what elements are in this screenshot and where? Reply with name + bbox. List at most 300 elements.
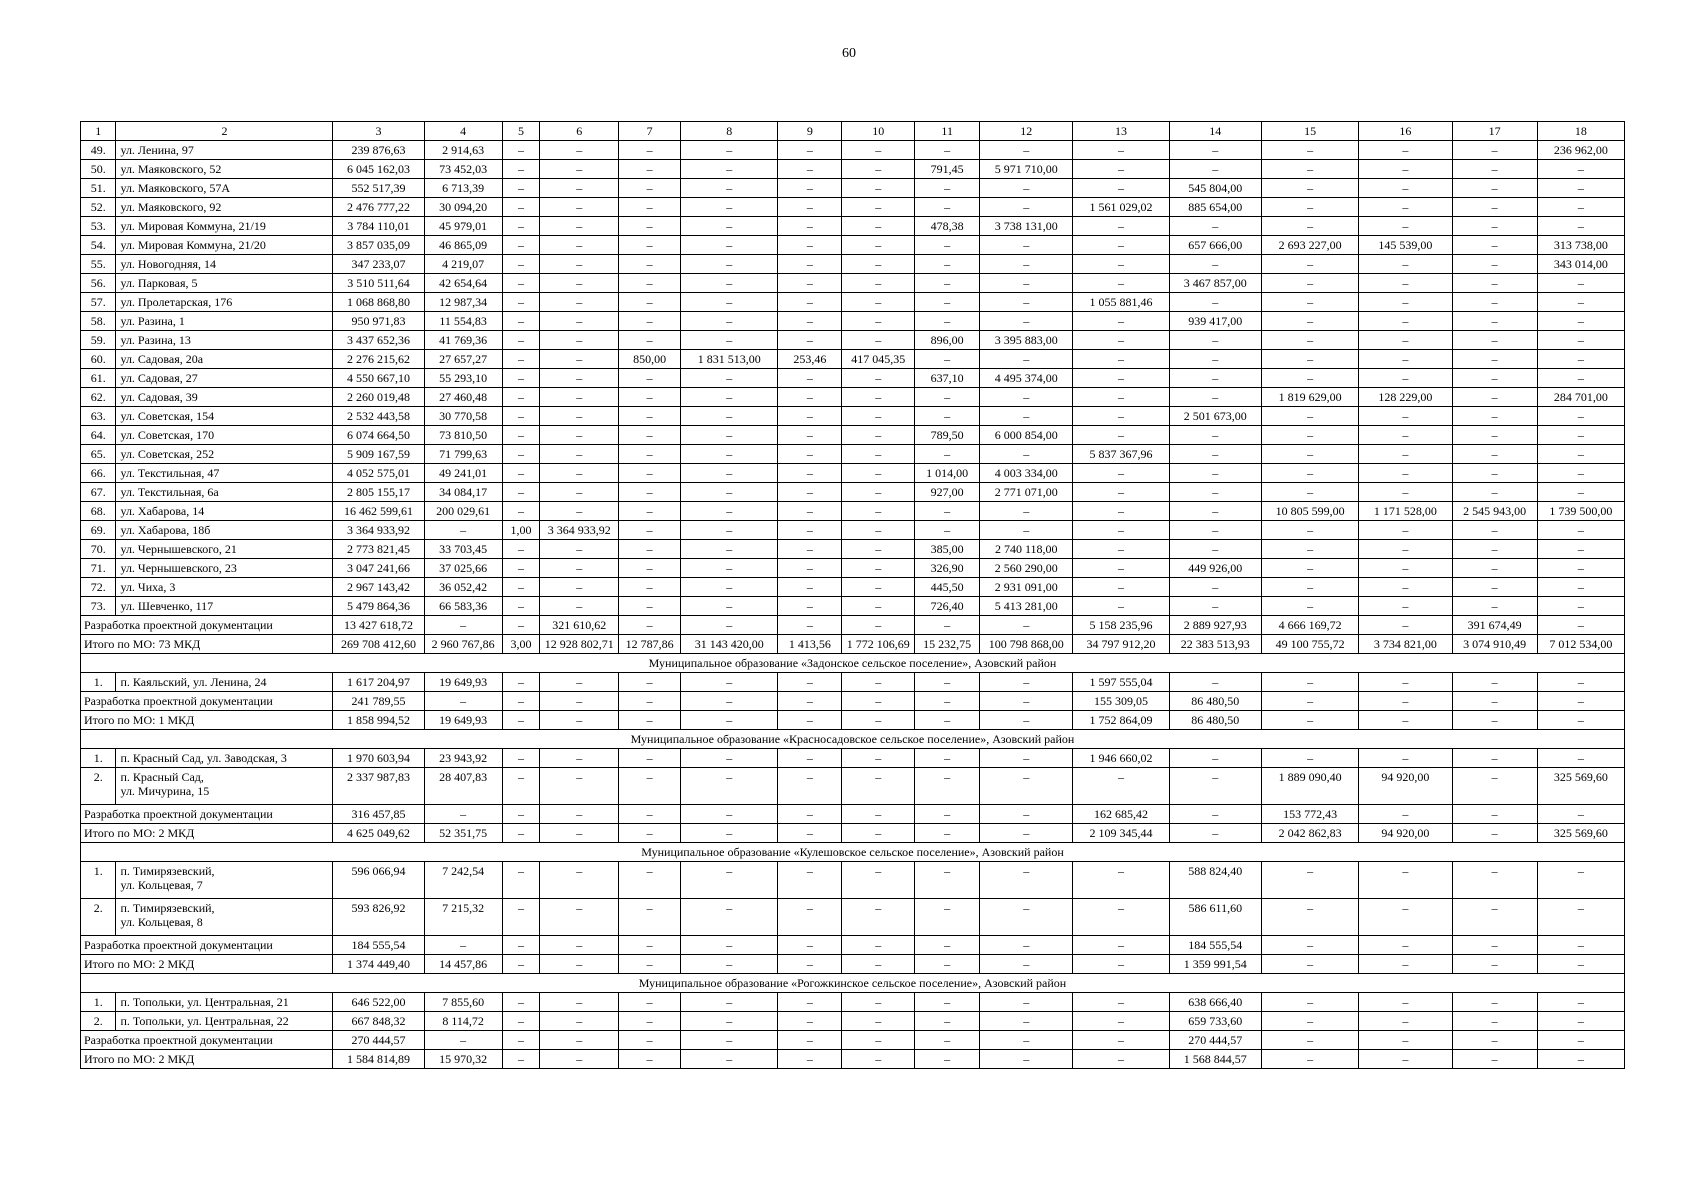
value-cell: – [1073,350,1169,369]
value-cell: – [842,936,915,955]
value-cell: – [540,217,619,236]
value-cell: – [915,312,980,331]
value-cell: – [1073,1012,1169,1031]
value-cell: 94 920,00 [1359,768,1452,805]
value-cell: 588 824,40 [1169,862,1261,899]
address-line: ул. Текстильная, 6а [120,485,219,499]
value-cell: 1 946 660,02 [1073,749,1169,768]
value-cell: – [778,160,842,179]
address-line: ул. Чиха, 3 [120,580,176,594]
row-number: 70. [81,540,116,559]
value-cell: – [842,217,915,236]
value-cell: – [915,179,980,198]
value-cell: – [1452,824,1537,843]
value-cell: – [681,578,778,597]
value-cell: – [540,805,619,824]
value-cell: 6 000 854,00 [980,426,1073,445]
address-line: ул. Садовая, 27 [120,371,198,385]
table-row [81,1012,1625,1031]
value-cell: – [681,1050,778,1069]
value-cell: 94 920,00 [1359,824,1452,843]
value-cell: – [540,692,619,711]
value-cell: 3 467 857,00 [1169,274,1261,293]
value-cell: 478,38 [915,217,980,236]
address-line: ул. Парковая, 5 [120,276,198,290]
value-cell: – [619,388,681,407]
value-cell: – [681,749,778,768]
value-cell: – [1452,426,1537,445]
value-cell: – [502,540,540,559]
value-cell: 950 971,83 [333,312,424,331]
value-cell: – [915,899,980,936]
row-number: 58. [81,312,116,331]
summary-label: Разработка проектной документации [81,616,333,635]
value-cell: – [778,824,842,843]
summary-label: Разработка проектной документации [81,936,333,955]
value-cell: – [778,936,842,955]
value-cell: 1 617 204,97 [333,673,424,692]
value-cell: 657 666,00 [1169,236,1261,255]
column-header: 5 [502,122,540,141]
value-cell: – [1452,274,1537,293]
summary-label: Итого по МО: 2 МКД [81,824,333,843]
value-cell: 2 805 155,17 [333,483,424,502]
value-cell: 284 701,00 [1537,388,1624,407]
value-cell: – [980,293,1073,312]
value-cell: – [540,1031,619,1050]
value-cell: – [778,198,842,217]
municipality-header-row [81,974,1625,993]
value-cell: – [1261,369,1358,388]
value-cell: – [1261,862,1358,899]
municipality-header-row [81,730,1625,749]
value-cell: – [424,692,502,711]
value-cell: 343 014,00 [1537,255,1624,274]
value-cell: – [1359,749,1452,768]
value-cell: – [1261,217,1358,236]
value-cell: – [980,899,1073,936]
value-cell: 153 772,43 [1261,805,1358,824]
value-cell: 28 407,83 [424,768,502,805]
value-cell: – [540,331,619,350]
value-cell: 2 476 777,22 [333,198,424,217]
value-cell: 3 738 131,00 [980,217,1073,236]
value-cell: – [502,578,540,597]
value-cell: 885 654,00 [1169,198,1261,217]
address-line: п. Тимирязевский, [120,864,215,878]
address-cell [116,502,333,521]
value-cell: – [842,711,915,730]
value-cell: – [980,993,1073,1012]
address-line: ул. Маяковского, 57А [120,181,231,195]
value-cell: – [681,331,778,350]
summary-row [81,692,1625,711]
value-cell: – [1452,862,1537,899]
value-cell: – [681,805,778,824]
address-cell [116,331,333,350]
value-cell: 325 569,60 [1537,768,1624,805]
value-cell: – [681,521,778,540]
value-cell: 326,90 [915,559,980,578]
table-row [81,255,1625,274]
value-cell: – [1452,673,1537,692]
value-cell: 55 293,10 [424,369,502,388]
value-cell: – [619,955,681,974]
value-cell: – [1452,331,1537,350]
value-cell: – [1169,369,1261,388]
value-cell: – [915,673,980,692]
value-cell: – [502,350,540,369]
address-cell [116,312,333,331]
value-cell: – [540,540,619,559]
value-cell: – [540,198,619,217]
value-cell: – [778,805,842,824]
value-cell: – [1452,198,1537,217]
value-cell: – [915,445,980,464]
value-cell: – [1261,179,1358,198]
table-row [81,388,1625,407]
value-cell: – [842,312,915,331]
value-cell: 1 739 500,00 [1537,502,1624,521]
value-cell: – [681,824,778,843]
address-cell [116,559,333,578]
value-cell: – [1359,274,1452,293]
value-cell: 5 479 864,36 [333,597,424,616]
value-cell: 850,00 [619,350,681,369]
value-cell: – [915,692,980,711]
address-cell [116,768,333,805]
row-number: 1. [81,993,116,1012]
header-row [81,122,1625,141]
value-cell: – [1537,955,1624,974]
value-cell: 7 012 534,00 [1537,635,1624,654]
value-cell: – [1537,540,1624,559]
value-cell: – [502,331,540,350]
value-cell: – [915,1031,980,1050]
value-cell: – [540,862,619,899]
value-cell: – [1073,388,1169,407]
value-cell: – [619,483,681,502]
value-cell: 41 769,36 [424,331,502,350]
value-cell: 241 789,55 [333,692,424,711]
address-cell [116,993,333,1012]
table-row [81,464,1625,483]
value-cell: – [1537,407,1624,426]
address-cell [116,1012,333,1031]
address-cell [116,255,333,274]
value-cell: – [842,388,915,407]
value-cell: 27 657,27 [424,350,502,369]
column-header: 10 [842,122,915,141]
value-cell: – [681,993,778,1012]
address-line: п. Каяльский, ул. Ленина, 24 [120,675,267,689]
row-number: 60. [81,350,116,369]
table-row [81,274,1625,293]
value-cell: – [980,236,1073,255]
value-cell: – [1359,1031,1452,1050]
value-cell: – [1169,768,1261,805]
value-cell: – [1537,521,1624,540]
value-cell: 100 798 868,00 [980,635,1073,654]
value-cell: 11 554,83 [424,312,502,331]
value-cell: – [1073,559,1169,578]
value-cell: – [1452,899,1537,936]
value-cell: – [1537,1012,1624,1031]
value-cell: 1 055 881,46 [1073,293,1169,312]
address-line: ул. Чернышевского, 23 [120,561,237,575]
value-cell: – [1537,293,1624,312]
value-cell: – [1359,483,1452,502]
value-cell: 7 242,54 [424,862,502,899]
value-cell: – [1261,198,1358,217]
value-cell: – [842,236,915,255]
value-cell: 66 583,36 [424,597,502,616]
value-cell: – [681,955,778,974]
value-cell: – [778,711,842,730]
value-cell: – [1537,160,1624,179]
value-cell: 71 799,63 [424,445,502,464]
address-line: п. Тимирязевский, [120,901,215,915]
value-cell: – [1073,179,1169,198]
value-cell: – [980,768,1073,805]
summary-row [81,955,1625,974]
value-cell: 270 444,57 [1169,1031,1261,1050]
value-cell: – [619,369,681,388]
value-cell: 596 066,94 [333,862,424,899]
value-cell: 2 545 943,00 [1452,502,1537,521]
address-cell [116,483,333,502]
value-cell: – [540,312,619,331]
value-cell: 10 805 599,00 [1261,502,1358,521]
value-cell: – [915,616,980,635]
value-cell: – [1169,293,1261,312]
value-cell: 3 364 933,92 [333,521,424,540]
value-cell: – [1359,312,1452,331]
value-cell: – [619,824,681,843]
value-cell: 49 100 755,72 [1261,635,1358,654]
value-cell: – [1452,1050,1537,1069]
value-cell: 449 926,00 [1169,559,1261,578]
value-cell: – [1537,862,1624,899]
value-cell: – [915,768,980,805]
value-cell: – [1169,805,1261,824]
table-row [81,483,1625,502]
value-cell: 4 219,07 [424,255,502,274]
value-cell: – [1537,179,1624,198]
value-cell: 4 052 575,01 [333,464,424,483]
value-cell: – [778,217,842,236]
value-cell: – [540,293,619,312]
value-cell: – [1537,616,1624,635]
value-cell: – [540,1012,619,1031]
value-cell: 638 666,40 [1169,993,1261,1012]
table-row [81,749,1625,768]
value-cell: – [681,141,778,160]
value-cell: – [1261,274,1358,293]
table-row [81,899,1625,936]
value-cell: 269 708 412,60 [333,635,424,654]
column-header: 16 [1359,122,1452,141]
value-cell: – [619,217,681,236]
value-cell: – [842,768,915,805]
address-line: ул. Пролетарская, 176 [120,295,233,309]
value-cell: – [1359,805,1452,824]
address-line: п. Красный Сад, [120,770,204,784]
value-cell: – [1169,388,1261,407]
value-cell: – [1452,312,1537,331]
address-line: ул. Маяковского, 92 [120,200,222,214]
row-number: 51. [81,179,116,198]
row-number: 68. [81,502,116,521]
value-cell: 6 074 664,50 [333,426,424,445]
value-cell: – [1261,1031,1358,1050]
address-cell [116,464,333,483]
value-cell: – [1169,824,1261,843]
value-cell: – [619,805,681,824]
value-cell: – [1073,274,1169,293]
table-row [81,445,1625,464]
value-cell: – [980,179,1073,198]
value-cell: – [1261,407,1358,426]
value-cell: – [1537,445,1624,464]
value-cell: – [1537,198,1624,217]
address-cell [116,179,333,198]
value-cell: 184 555,54 [333,936,424,955]
value-cell: – [540,936,619,955]
summary-label: Разработка проектной документации [81,1031,333,1050]
address-cell [116,899,333,936]
value-cell: – [1261,331,1358,350]
value-cell: 789,50 [915,426,980,445]
value-cell: 1,00 [502,521,540,540]
value-cell: – [502,673,540,692]
value-cell: – [1073,1031,1169,1050]
value-cell: – [1452,749,1537,768]
address-cell [116,445,333,464]
value-cell: – [842,862,915,899]
value-cell: 86 480,50 [1169,692,1261,711]
table-row [81,540,1625,559]
value-cell: – [842,274,915,293]
value-cell: – [980,274,1073,293]
value-cell: – [778,426,842,445]
value-cell: – [1359,198,1452,217]
value-cell: 73 452,03 [424,160,502,179]
table-row [81,993,1625,1012]
summary-label: Итого по МО: 1 МКД [81,711,333,730]
value-cell: 667 848,32 [333,1012,424,1031]
row-number: 49. [81,141,116,160]
value-cell: – [1537,426,1624,445]
value-cell: – [681,388,778,407]
row-number: 64. [81,426,116,445]
address-line: ул. Советская, 170 [120,428,215,442]
value-cell: 927,00 [915,483,980,502]
table-row [81,198,1625,217]
row-number: 1. [81,862,116,899]
value-cell: – [1261,255,1358,274]
value-cell: – [915,274,980,293]
value-cell: – [1452,160,1537,179]
value-cell: – [1452,141,1537,160]
value-cell: – [1169,540,1261,559]
value-cell: – [1261,955,1358,974]
address-cell [116,198,333,217]
value-cell: – [1169,521,1261,540]
value-cell: – [1073,236,1169,255]
table-row [81,331,1625,350]
value-cell: – [540,141,619,160]
summary-label: Итого по МО: 2 МКД [81,955,333,974]
value-cell: – [540,768,619,805]
value-cell: 3 734 821,00 [1359,635,1452,654]
value-cell: – [681,597,778,616]
value-cell: – [915,255,980,274]
value-cell: – [842,597,915,616]
value-cell: – [502,236,540,255]
value-cell: 2 109 345,44 [1073,824,1169,843]
value-cell: – [681,198,778,217]
value-cell: – [1537,749,1624,768]
value-cell: – [1169,331,1261,350]
value-cell: – [1359,955,1452,974]
value-cell: – [778,502,842,521]
value-cell: – [681,426,778,445]
value-cell: 552 517,39 [333,179,424,198]
value-cell: – [502,805,540,824]
column-header: 11 [915,122,980,141]
value-cell: – [619,445,681,464]
value-cell: – [619,426,681,445]
table-row [81,426,1625,445]
value-cell: – [1452,936,1537,955]
column-header: 3 [333,122,424,141]
value-cell: 155 309,05 [1073,692,1169,711]
value-cell: – [1261,293,1358,312]
value-cell: – [619,141,681,160]
value-cell: – [540,350,619,369]
value-cell: – [778,993,842,1012]
value-cell: 49 241,01 [424,464,502,483]
value-cell: – [1452,464,1537,483]
value-cell: – [1452,578,1537,597]
page-number: 60 [842,46,856,61]
value-cell: – [842,445,915,464]
value-cell: – [619,862,681,899]
value-cell: – [540,255,619,274]
value-cell: 4 666 169,72 [1261,616,1358,635]
summary-row [81,1031,1625,1050]
value-cell: – [681,236,778,255]
value-cell: – [1359,899,1452,936]
value-cell: – [1537,692,1624,711]
value-cell: – [1359,369,1452,388]
value-cell: – [540,160,619,179]
column-header: 13 [1073,122,1169,141]
value-cell: – [619,502,681,521]
address-line: ул. Хабарова, 14 [120,504,205,518]
value-cell: – [619,160,681,179]
value-cell: 593 826,92 [333,899,424,936]
value-cell: – [842,578,915,597]
address-line: ул. Текстильная, 47 [120,466,220,480]
value-cell: – [1073,578,1169,597]
value-cell: – [778,236,842,255]
value-cell: – [778,483,842,502]
value-cell: – [502,824,540,843]
summary-row [81,711,1625,730]
value-cell: – [1452,255,1537,274]
